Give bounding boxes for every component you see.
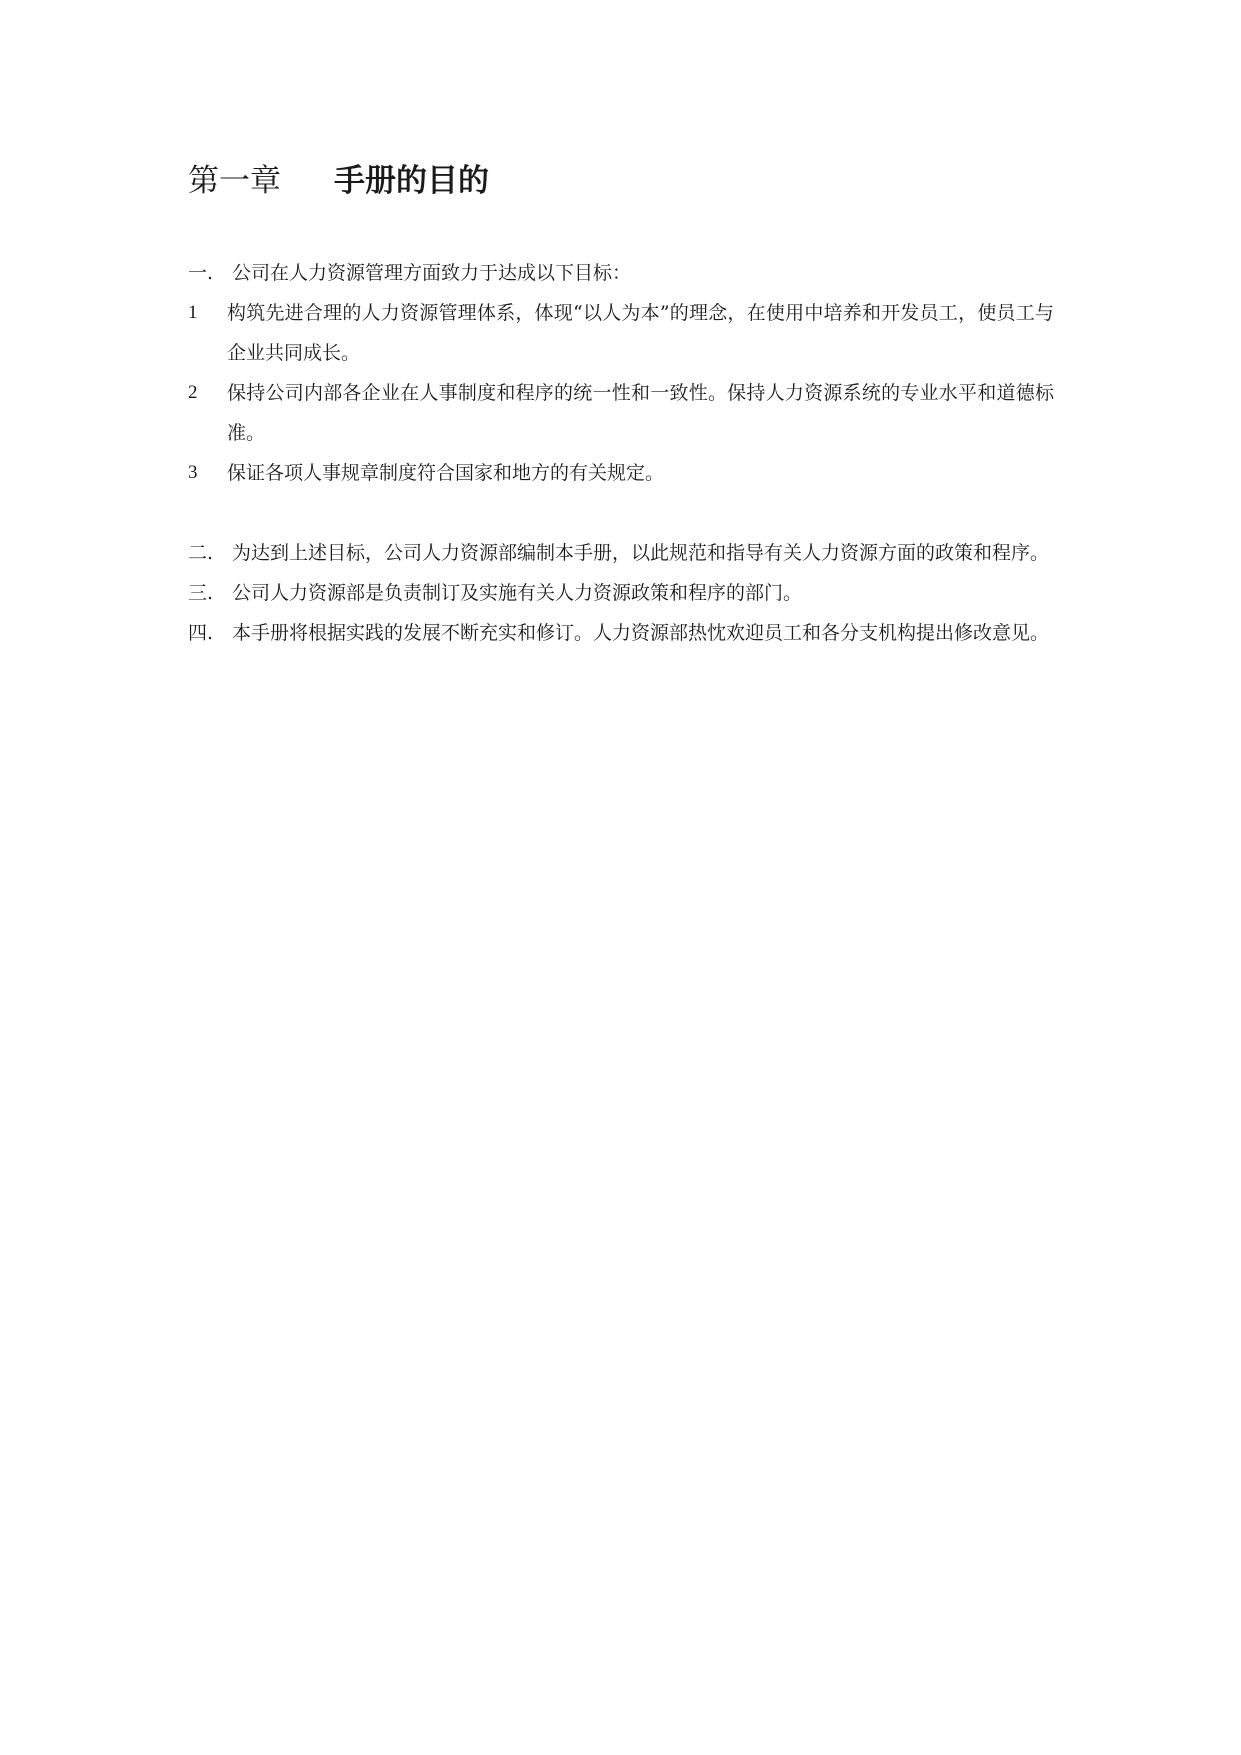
- goal-item-3-text: 保证各项人事规章制度符合国家和地方的有关规定。: [227, 462, 665, 484]
- section-two-text: 为达到上述目标，公司人力资源部编制本手册，以此规范和指导有关人力资源方面的政策和程序。: [232, 542, 1050, 564]
- goal-item-1-marker: 1: [188, 302, 198, 323]
- sections-two-to-four: [188, 533, 1054, 653]
- section-four-marker: 四.: [188, 622, 214, 644]
- section-one-text: 公司在人力资源管理方面致力于达成以下目标：: [232, 262, 632, 284]
- goal-item-1-text: 构筑先进合理的人力资源管理体系，体现“以人为本”的理念，在使用中培养和开发员工，使员工与企业共同成长。: [227, 302, 1054, 364]
- goal-item-3: [188, 453, 1054, 493]
- section-two-marker: 二.: [188, 542, 214, 564]
- section-one-marker: 一.: [188, 262, 214, 284]
- goal-item-2: [188, 373, 1054, 453]
- section-three-text: 公司人力资源部是负责制订及实施有关人力资源政策和程序的部门。: [232, 582, 803, 604]
- chapter-label: 第一章: [188, 163, 281, 199]
- chapter-heading: [188, 160, 489, 202]
- goal-item-2-marker: 2: [188, 382, 198, 403]
- chapter-title: 手册的目的: [334, 163, 489, 199]
- goal-item-1: [188, 293, 1054, 373]
- section-four-text: 本手册将根据实践的发展不断充实和修订。人力资源部热忱欢迎员工和各分支机构提出修改意见。: [232, 622, 1050, 644]
- section-four: [188, 613, 1054, 653]
- goal-item-2-text: 保持公司内部各企业在人事制度和程序的统一性和一致性。保持人力资源系统的专业水平和道德标准。: [227, 382, 1054, 444]
- section-three: [188, 573, 1054, 613]
- section-three-marker: 三.: [188, 582, 214, 604]
- section-one: [188, 253, 1054, 493]
- section-one-intro: [188, 253, 1054, 293]
- goal-item-3-marker: 3: [188, 462, 198, 483]
- section-two: [188, 533, 1054, 573]
